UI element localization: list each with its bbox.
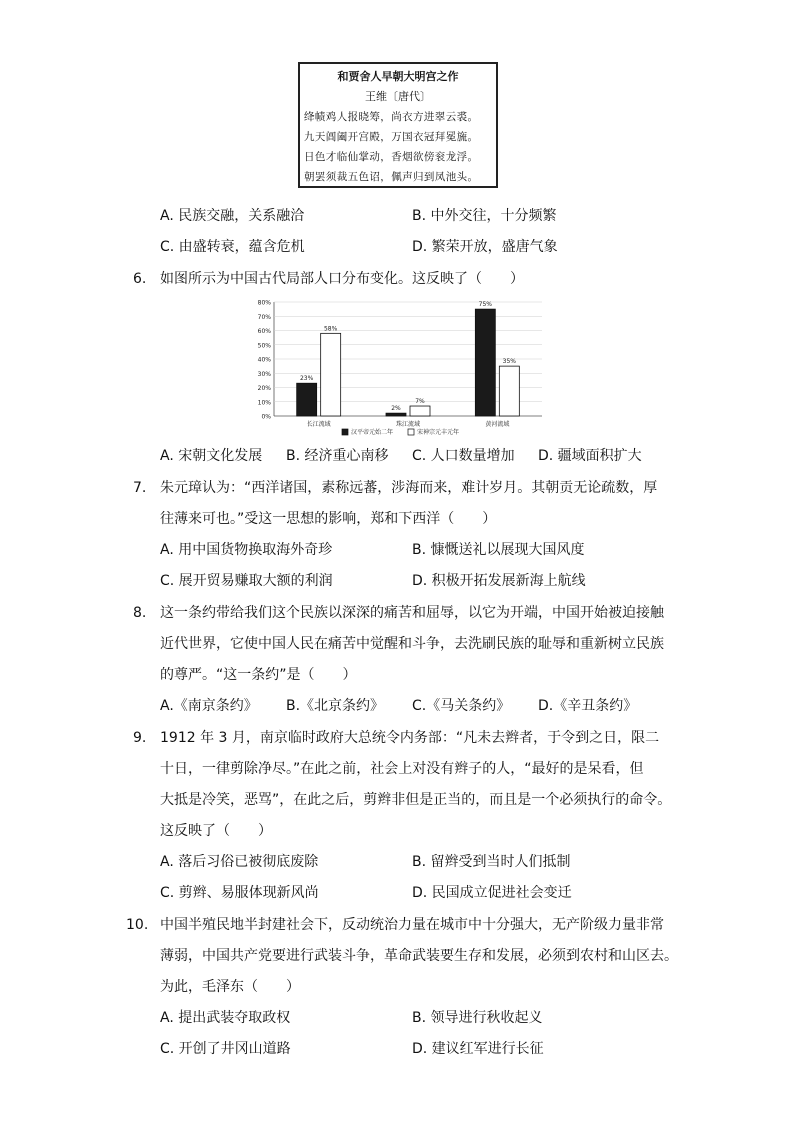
q8-stem-line: 近代世界，它使中国人民在痛苦中觉醒和斗争，去洗刷民族的耻辱和重新树立民族	[160, 636, 664, 652]
q10-stem-line: 薄弱，中国共产党要进行武装斗争，革命武装要生存和发展，必须到农村和山区去。	[160, 948, 678, 964]
poem-author: 王维〔唐代〕	[365, 90, 431, 103]
y-tick-label: 40%	[257, 356, 271, 364]
y-tick-label: 60%	[257, 328, 271, 335]
q8-option-d[interactable]: D.《辛丑条约》	[538, 698, 638, 714]
q7-option-c[interactable]: C. 展开贸易赚取大额的利润	[160, 573, 333, 589]
q10-number: 10.	[126, 917, 149, 933]
q8-stem-line: 的尊严。“这一条约”是（ ）	[160, 667, 357, 683]
bar	[499, 366, 519, 416]
q10-option-d[interactable]: D. 建议红军进行长征	[412, 1041, 544, 1057]
bar	[475, 309, 495, 416]
q6-number: 6.	[133, 271, 147, 287]
y-tick-label: 0%	[261, 413, 271, 421]
q9-option-c[interactable]: C. 剪辫、易服体现新风尚	[160, 885, 319, 901]
q9-stem-line: 大抵是冷笑，恶骂”，在此之后，剪辫非但是正当的，而且是一个必须执行的命令。	[160, 792, 672, 808]
q7-option-d[interactable]: D. 积极开拓发展新海上航线	[412, 573, 586, 589]
q5-option-c[interactable]: C. 由盛转衰，蕴含危机	[160, 239, 305, 255]
legend-label: 汉平帝元始二年	[351, 429, 394, 436]
bar	[410, 406, 430, 416]
q7-stem-line: 朱元璋认为：“西洋诸国，素称远蕃，涉海而来，难计岁月。其朝贡无论疏数，厚	[160, 480, 658, 496]
y-tick-label: 10%	[257, 399, 271, 407]
legend-swatch	[342, 429, 348, 435]
q8-option-b[interactable]: B.《北京条约》	[286, 698, 385, 714]
q5-option-a[interactable]: A. 民族交融，关系融洽	[160, 208, 305, 224]
q9-option-d[interactable]: D. 民国成立促进社会变迁	[412, 885, 572, 901]
q8-option-a[interactable]: A.《南京条约》	[160, 698, 258, 714]
q9-number: 9.	[133, 730, 147, 746]
q9-option-b[interactable]: B. 留辫受到当时人们抵制	[412, 854, 571, 870]
y-tick-label: 70%	[257, 313, 271, 321]
q10-option-b[interactable]: B. 领导进行秋收起义	[412, 1010, 543, 1026]
category-label: 长江流域	[306, 421, 331, 428]
q8-option-c[interactable]: C.《马关条约》	[412, 698, 511, 714]
poem-line: 朝罢须裁五色诏，佩声归到凤池头。	[304, 171, 479, 183]
category-label: 珠江流域	[395, 421, 421, 428]
y-tick-label: 80%	[257, 299, 271, 307]
q6-option-d[interactable]: D. 疆域面积扩大	[538, 448, 642, 464]
q10-stem-line: 中国半殖民地半封建社会下，反动统治力量在城市中十分强大，无产阶级力量非常	[160, 917, 664, 933]
q6-stem: 如图所示为中国古代局部人口分布变化。这反映了（ ）	[160, 271, 524, 287]
y-tick-label: 20%	[257, 385, 271, 392]
q8-number: 8.	[133, 605, 147, 621]
poem-image-box	[298, 62, 498, 188]
q7-stem-line: 往薄来可也。”受这一思想的影响，郑和下西洋（ ）	[160, 511, 497, 527]
bar	[386, 413, 406, 416]
bar-value-label: 23%	[299, 375, 314, 383]
legend-label: 宋神宗元丰元年	[417, 429, 460, 436]
bar-value-label: 7%	[415, 398, 425, 406]
q10-option-c[interactable]: C. 开创了井冈山道路	[160, 1041, 291, 1057]
q8-stem-line: 这一条约带给我们这个民族以深深的痛苦和屈辱，以它为开端，中国开始被迫接触	[160, 605, 664, 621]
q5-option-b[interactable]: B. 中外交往，十分频繁	[412, 208, 557, 224]
y-tick-label: 30%	[257, 370, 271, 378]
poem-title: 和贾舍人早朝大明宫之作	[337, 70, 459, 83]
q9-stem-line: 1912 年 3 月，南京临时政府大总统令内务部：“凡未去辫者，于令到之日，限二	[160, 730, 660, 746]
legend-swatch	[408, 429, 414, 435]
q6-option-a[interactable]: A. 宋朝文化发展	[160, 448, 263, 464]
y-tick-label: 50%	[257, 342, 271, 350]
category-label: 黄河流域	[485, 421, 510, 428]
q10-option-a[interactable]: A. 提出武装夺取政权	[160, 1010, 291, 1026]
q7-option-b[interactable]: B. 慷慨送礼以展现大国风度	[412, 542, 585, 558]
bar-value-label: 58%	[323, 325, 338, 333]
bar-value-label: 75%	[478, 301, 493, 309]
q5-option-d[interactable]: D. 繁荣开放，盛唐气象	[412, 239, 558, 255]
poem-line: 日色才临仙掌动，香烟欲傍衮龙浮。	[304, 151, 479, 163]
q9-option-a[interactable]: A. 落后习俗已被彻底废除	[160, 854, 319, 870]
poem-line: 绛帻鸡人报晓筹，尚衣方进翠云裘。	[304, 111, 479, 123]
q9-stem-line: 这反映了（ ）	[160, 823, 272, 839]
population-bar-chart	[250, 296, 550, 436]
q7-option-a[interactable]: A. 用中国货物换取海外奇珍	[160, 542, 333, 558]
bar-value-label: 35%	[502, 358, 517, 366]
bar	[297, 383, 317, 416]
q10-stem-line: 为此，毛泽东（ ）	[160, 979, 300, 995]
poem-line: 九天阊阖开宫殿，万国衣冠拜冕旒。	[304, 131, 479, 143]
q9-stem-line: 十日，一律剪除净尽。”在此之前，社会上对没有辫子的人，“最好的是呆看，但	[160, 761, 644, 777]
q6-option-c[interactable]: C. 人口数量增加	[412, 448, 515, 464]
bar	[321, 333, 341, 416]
q6-option-b[interactable]: B. 经济重心南移	[286, 448, 389, 464]
q7-number: 7.	[133, 480, 147, 496]
bar-value-label: 2%	[391, 405, 401, 413]
